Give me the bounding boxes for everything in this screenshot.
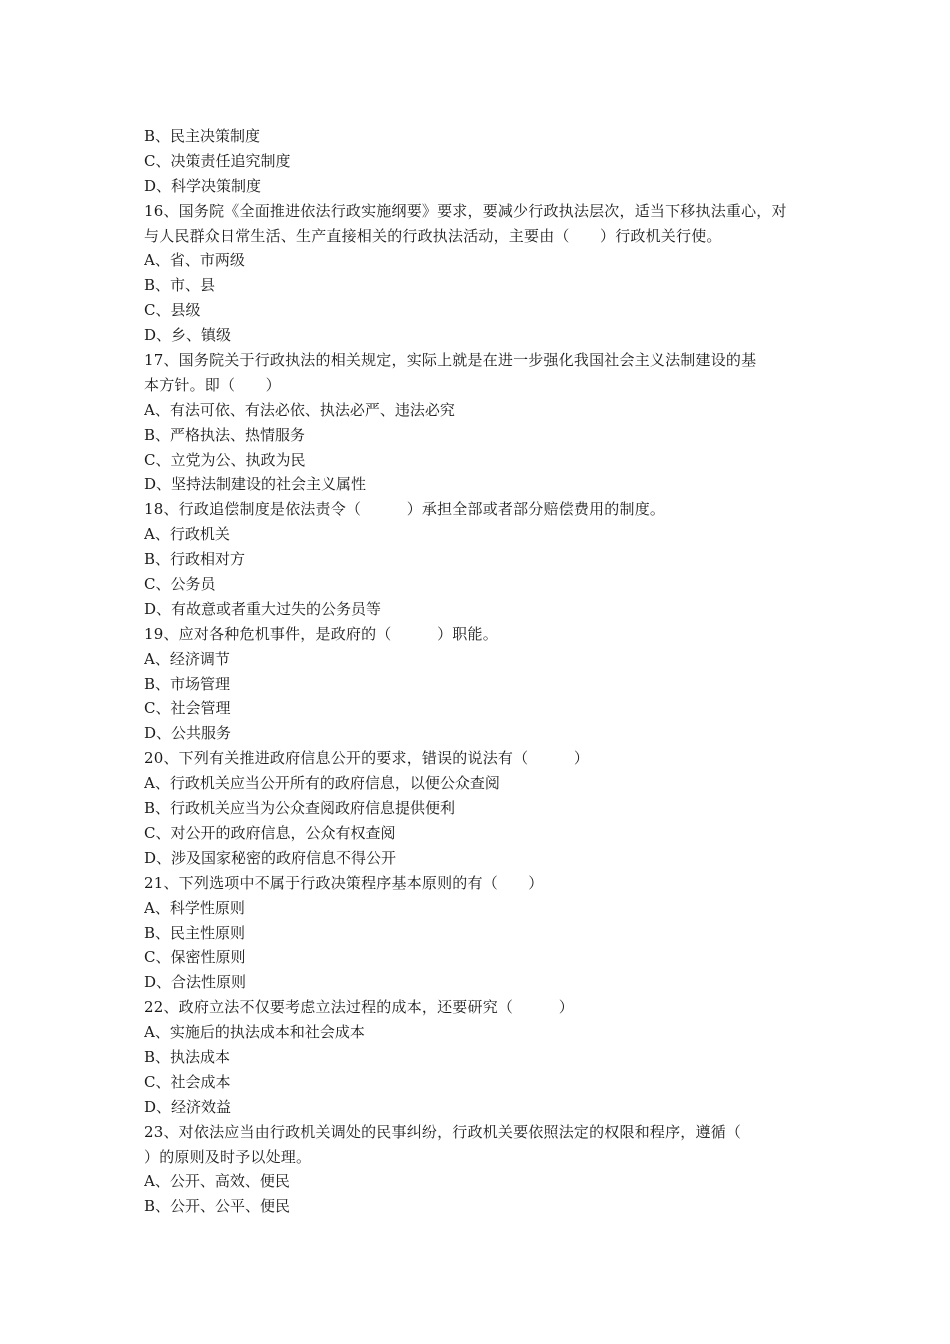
question-text-line: 18、行政追偿制度是依法责令（ ）承担全部或者部分赔偿费用的制度。 — [144, 500, 666, 519]
answer-option: C、对公开的政府信息，公众有权查阅 — [144, 823, 396, 842]
question-text-line: 23、对依法应当由行政机关调处的民事纠纷，行政机关要依照法定的权限和程序，遵循（ — [144, 1122, 742, 1141]
answer-option: A、行政机关应当公开所有的政府信息，以便公众查阅 — [144, 774, 500, 793]
question-text-line: 16、国务院《全面推进依法行政实施纲要》要求，要减少行政执法层次，适当下移执法重心，对 — [144, 201, 787, 220]
question-text-line: 21、下列选项中不属于行政决策程序基本原则的有（ ） — [144, 873, 544, 892]
question-text-line: ）的原则及时予以处理。 — [144, 1147, 312, 1166]
answer-option: B、民主性原则 — [144, 923, 246, 942]
answer-option: A、实施后的执法成本和社会成本 — [144, 1023, 365, 1042]
answer-option: B、行政相对方 — [144, 550, 246, 569]
answer-option: D、坚持法制建设的社会主义属性 — [144, 475, 367, 494]
answer-option: D、有故意或者重大过失的公务员等 — [144, 599, 382, 618]
answer-option: B、市场管理 — [144, 674, 231, 693]
document-body — [144, 124, 812, 1219]
answer-option: B、执法成本 — [144, 1047, 231, 1066]
answer-option: C、社会管理 — [144, 699, 231, 718]
answer-option: B、市、县 — [144, 276, 216, 295]
answer-option: B、行政机关应当为公众查阅政府信息提供便利 — [144, 799, 456, 818]
answer-option: D、合法性原则 — [144, 973, 247, 992]
answer-option: C、社会成本 — [144, 1072, 231, 1091]
question-text-line: 与人民群众日常生活、生产直接相关的行政执法活动，主要由（ ）行政机关行使。 — [144, 226, 722, 245]
answer-option: C、县级 — [144, 301, 201, 320]
answer-option: D、涉及国家秘密的政府信息不得公开 — [144, 848, 397, 867]
answer-option: D、乡、镇级 — [144, 326, 232, 345]
answer-option: C、公务员 — [144, 575, 216, 594]
question-text-line: 本方针。即（ ） — [144, 375, 281, 394]
answer-option: D、公共服务 — [144, 724, 232, 743]
answer-option: C、保密性原则 — [144, 948, 246, 967]
answer-option: A、行政机关 — [144, 525, 230, 544]
answer-option: B、公开、公平、便民 — [144, 1197, 291, 1216]
answer-option: A、公开、高效、便民 — [144, 1172, 290, 1191]
question-text-line: 17、国务院关于行政执法的相关规定，实际上就是在进一步强化我国社会主义法制建设的基 — [144, 351, 757, 370]
question-text-line: 19、应对各种危机事件，是政府的（ ）职能。 — [144, 624, 498, 643]
answer-option: A、省、市两级 — [144, 251, 245, 270]
answer-option: D、经济效益 — [144, 1097, 232, 1116]
answer-option: A、有法可依、有法必依、执法必严、违法必究 — [144, 400, 455, 419]
answer-option: B、民主决策制度 — [144, 127, 261, 145]
answer-option: A、科学性原则 — [144, 898, 245, 917]
answer-option: C、立党为公、执政为民 — [144, 450, 306, 469]
answer-option: C、决策责任追究制度 — [144, 151, 291, 170]
answer-option: D、科学决策制度 — [144, 176, 262, 195]
question-text-line: 20、下列有关推进政府信息公开的要求，错误的说法有（ ） — [144, 749, 590, 768]
answer-option: A、经济调节 — [144, 649, 230, 668]
answer-option: B、严格执法、热情服务 — [144, 425, 306, 444]
question-text-line: 22、政府立法不仅要考虑立法过程的成本，还要研究（ ） — [144, 998, 574, 1017]
